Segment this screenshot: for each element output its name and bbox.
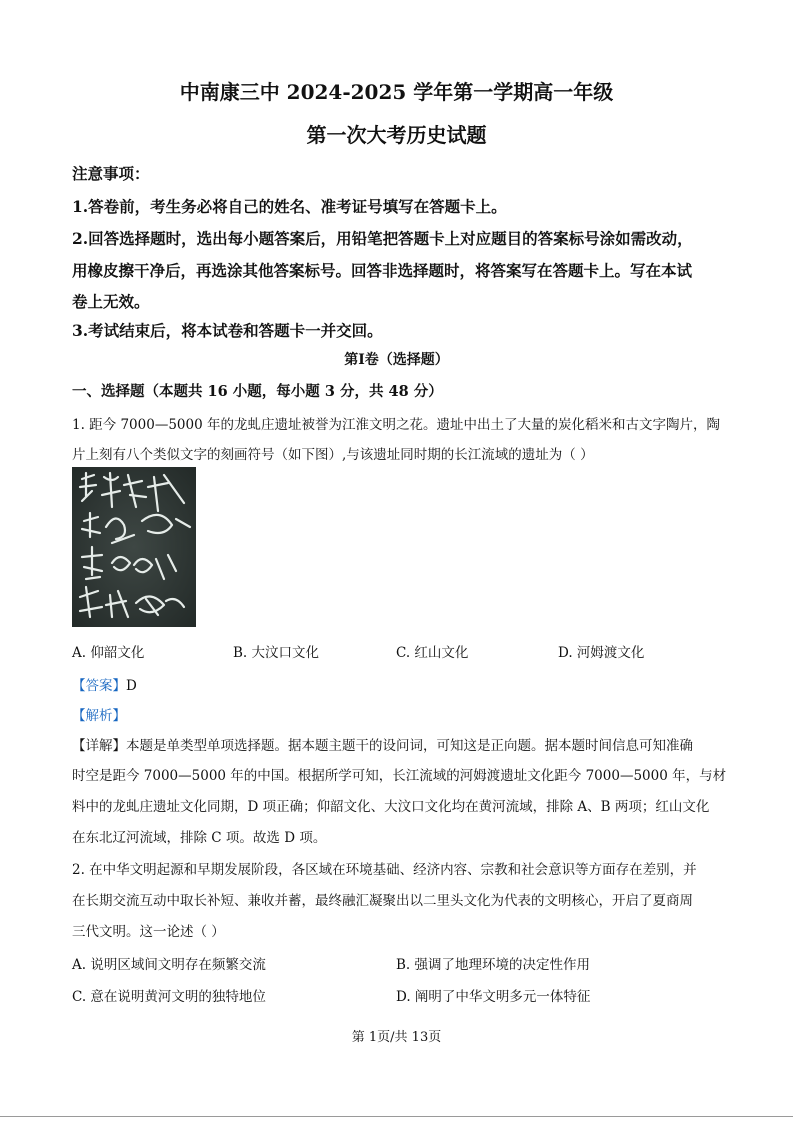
exam-title-line1: 中南康三中 2024-2025 学年第一学期高一年级 xyxy=(179,80,614,104)
q1-answer xyxy=(72,674,137,694)
note-item: 2.回答选择题时，选出每小题答案后，用铅笔把答题卡上对应题目的答案标号涂如需改动， xyxy=(72,229,693,248)
q1-detail-line: 时空是距今 7000—5000 年的中国。根据所学可知，长江流域的河姆渡遗址文化距今 7000—5000 年，与材 xyxy=(72,768,727,784)
q1-detail-line: 在东北辽河流域，排除 C 项。故选 D 项。 xyxy=(72,830,327,846)
analysis-tag: 【解析】 xyxy=(72,708,126,724)
note-item: 3.考试结束后，将本试卷和答题卡一并交回。 xyxy=(72,321,383,340)
q1-option-a: A. 仰韶文化 xyxy=(72,645,145,661)
q2-option-c: C. 意在说明黄河文明的独特地位 xyxy=(72,989,266,1005)
q1-option-b: B. 大汶口文化 xyxy=(233,645,320,661)
inscription-strokes xyxy=(72,467,196,627)
q1-stem-line2: 片上刻有八个类似文字的刻画符号（如下图）,与该遗址同时期的长江流域的遗址为（ ） xyxy=(72,447,594,463)
answer-value: D xyxy=(126,678,137,694)
part-heading: 一、选择题（本题共 16 小题，每小题 3 分，共 48 分） xyxy=(72,383,443,400)
exam-title-line2: 第一次大考历史试题 xyxy=(306,123,487,147)
q2-option-d: D. 阐明了中华文明多元一体特征 xyxy=(396,989,591,1005)
note-item: 用橡皮擦干净后，再选涂其他答案标号。回答非选择题时，将答案写在答题卡上。写在本试 xyxy=(72,261,693,280)
q2-option-a: A. 说明区域间文明存在频繁交流 xyxy=(72,957,266,973)
q1-option-d: D. 河姆渡文化 xyxy=(558,645,645,661)
q2-stem-line: 三代文明。这一论述（ ） xyxy=(72,924,225,940)
note-item: 1.答卷前，考生务必将自己的姓名、准考证号填写在答题卡上。 xyxy=(72,197,507,216)
answer-tag: 【答案】 xyxy=(72,678,126,694)
note-item: 卷上无效。 xyxy=(72,292,150,311)
q1-option-c: C. 红山文化 xyxy=(396,645,469,661)
q2-option-b: B. 强调了地理环境的决定性作用 xyxy=(396,957,591,973)
page-number: 第 1页/共 13页 xyxy=(351,1030,442,1045)
q2-stem-line: 在长期交流互动中取长补短、兼收并蓄，最终融汇凝聚出以二里头文化为代表的文明核心，开启了夏商周 xyxy=(72,893,693,909)
q1-detail-line: 料中的龙虬庄遗址文化同期，D 项正确；仰韶文化、大汶口文化均在黄河流域，排除 A、B 两项；红山文化 xyxy=(72,799,710,815)
volume-heading: 第Ⅰ卷（选择题） xyxy=(344,352,449,368)
q1-stem-line1: 1. 距今 7000—5000 年的龙虬庄遗址被誉为江淮文明之花。遗址中出土了大量的炭化稻米和古文字陶片，陶 xyxy=(72,417,720,433)
q1-detail-line: 【详解】本题是单类型单项选择题。据本题主题干的设问词，可知这是正向题。据本题时间信息可知准确 xyxy=(72,738,693,754)
q2-stem-line: 2. 在中华文明起源和早期发展阶段，各区域在环境基础、经济内容、宗教和社会意识等方面存在差别，并 xyxy=(72,862,697,878)
notes-heading: 注意事项： xyxy=(72,164,150,183)
bottom-divider xyxy=(0,1116,793,1117)
pottery-inscription-image xyxy=(72,467,196,627)
